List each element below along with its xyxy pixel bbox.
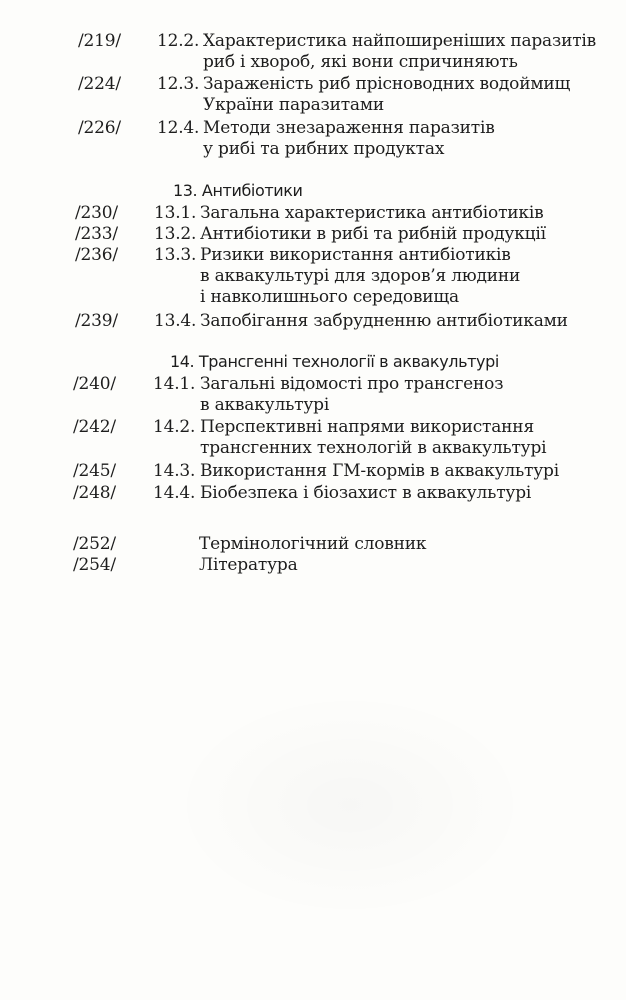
section-number: 12.2. xyxy=(157,31,200,51)
section-heading-13: 13. Антибіотики xyxy=(173,181,303,200)
section-number: 12.3. xyxy=(157,74,200,94)
entry-title-line: риб і хвороб, які вони спричиняють xyxy=(203,52,518,72)
entry-title-line: в аквакультурі xyxy=(200,395,330,415)
entry-title-line: Термінологічний словник xyxy=(199,534,427,554)
page-number: /245/ xyxy=(73,461,116,481)
entry-title-line: і навколишнього середовища xyxy=(200,287,459,307)
show-through-shadow xyxy=(170,690,530,920)
page-number: /233/ xyxy=(75,224,118,244)
entry-title-line: Ризики використання антибіотиків xyxy=(200,245,511,265)
page-number: /226/ xyxy=(78,118,121,138)
page-number: /240/ xyxy=(73,374,116,394)
section-number: 13.2. xyxy=(154,224,197,244)
section-heading-14: 14. Трансгенні технології в аквакультурі xyxy=(170,352,499,371)
entry-title-line: Біобезпека і біозахист в аквакультурі xyxy=(200,483,532,503)
entry-title-line: Загальна характеристика антибіотиків xyxy=(200,203,544,223)
page-number: /254/ xyxy=(73,555,116,575)
section-number: 13.3. xyxy=(154,245,197,265)
entry-title-line: Характеристика найпоширеніших паразитів xyxy=(203,31,597,51)
page-number: /230/ xyxy=(75,203,118,223)
section-number: 13.4. xyxy=(154,311,197,331)
page-number: /239/ xyxy=(75,311,118,331)
page-number: /252/ xyxy=(73,534,116,554)
entry-title-line: в аквакультурі для здоров’я людини xyxy=(200,266,521,286)
entry-title-line: Методи знезараження паразитів xyxy=(203,118,495,138)
page-number: /219/ xyxy=(78,31,121,51)
page-number: /242/ xyxy=(73,417,116,437)
page-number: /236/ xyxy=(75,245,118,265)
section-number: 14.4. xyxy=(153,483,196,503)
entry-title-line: Література xyxy=(199,555,298,575)
entry-title-line: Антибіотики в рибі та рибній продукції xyxy=(200,224,546,244)
section-number: 14.1. xyxy=(153,374,196,394)
entry-title-line: Запобігання забрудненню антибіотиками xyxy=(200,311,568,331)
section-number: 13.1. xyxy=(154,203,197,223)
entry-title-line: у рибі та рибних продуктах xyxy=(203,139,445,159)
page-number: /224/ xyxy=(78,74,121,94)
entry-title-line: Перспективні напрями використання xyxy=(200,417,534,437)
entry-title-line: Зараженість риб прісноводних водоймищ xyxy=(203,74,571,94)
entry-title-line: трансгенних технологій в аквакультурі xyxy=(200,438,547,458)
section-number: 14.3. xyxy=(153,461,196,481)
entry-title-line: Використання ГМ-кормів в аквакультурі xyxy=(200,461,559,481)
entry-title-line: України паразитами xyxy=(203,95,385,115)
entry-title-line: Загальні відомості про трансгеноз xyxy=(200,374,504,394)
page-number: /248/ xyxy=(73,483,116,503)
section-number: 14.2. xyxy=(153,417,196,437)
section-number: 12.4. xyxy=(157,118,200,138)
